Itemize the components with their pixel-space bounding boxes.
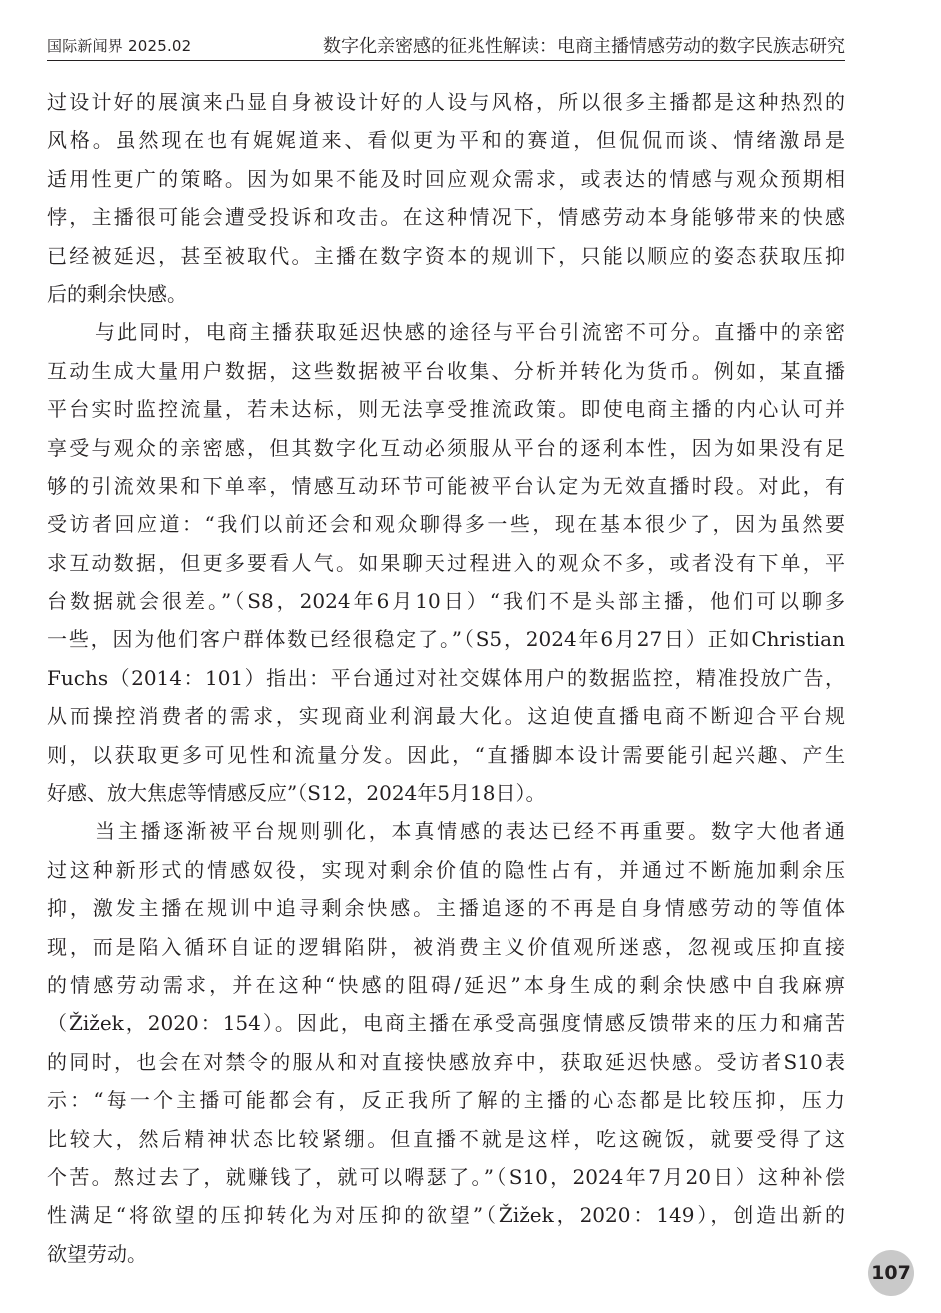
text-line: 悖，主播很可能会遭受投诉和攻击。在这种情况下，情感劳动本身能够带来的快感 (47, 205, 845, 230)
text-line: 与此同时，电商主播获取延迟快感的途径与平台引流密不可分。直播中的亲密 (95, 320, 845, 345)
text-line: （Žižek，2020：154）。因此，电商主播在承受高强度情感反馈带来的压力和痛苦 (47, 1011, 845, 1036)
text-line: 个苦。熬过去了，就赚钱了，就可以嘚瑟了。”（S10，2024年7月20日）这种补偿 (47, 1164, 845, 1189)
text-line: 现，而是陷入循环自证的逻辑陷阱，被消费主义价值观所迷惑，忽视或压抑直接 (47, 934, 845, 959)
text-line: 后的剩余快感。 (47, 281, 187, 306)
text-line: 一些，因为他们客户群体数已经很稳定了。”（S5，2024年6月27日）正如Christian (47, 627, 845, 652)
article-body (47, 83, 845, 1273)
text-line: 性满足“将欲望的压抑转化为对压抑的欲望”（Žižek，2020：149），创造出新的 (47, 1203, 845, 1228)
text-line: 受访者回应道：“我们以前还会和观众聊得多一些，现在基本很少了，因为虽然要 (47, 512, 845, 537)
paragraph-2 (47, 313, 845, 812)
text-line: 当主播逐渐被平台规则驯化，本真情感的表达已经不再重要。数字大他者通 (95, 819, 845, 844)
journal-name: 国际新闻界 2025.02 (47, 37, 192, 55)
text-line: 平台实时监控流量，若未达标，则无法享受推流政策。即使电商主播的内心认可并 (47, 397, 845, 422)
text-line: 示：“每一个主播可能都会有，反正我所了解的主播的心态都是比较压抑，压力 (47, 1088, 845, 1113)
text-line: 台数据就会很差。”（S8，2024年6月10日）“我们不是头部主播，他们可以聊多 (47, 589, 845, 614)
running-header (47, 30, 845, 61)
text-line: 享受与观众的亲密感，但其数字化互动必须服从平台的逐利本性，因为如果没有足 (47, 435, 845, 460)
text-line: 的同时，也会在对禁令的服从和对直接快感放弃中，获取延迟快感。受访者S10表 (47, 1049, 845, 1074)
paragraph-1 (47, 83, 845, 313)
text-line: 风格。虽然现在也有娓娓道来、看似更为平和的赛道，但侃侃而谈、情绪激昂是 (47, 128, 845, 153)
text-line: 已经被延迟，甚至被取代。主播在数字资本的规训下，只能以顺应的姿态获取压抑 (47, 243, 845, 268)
text-line: Fuchs（2014：101）指出：平台通过对社交媒体用户的数据监控，精准投放广告， (47, 665, 845, 690)
text-line: 好感、放大焦虑等情感反应”（S12，2024年5月18日）。 (47, 781, 546, 806)
text-line: 则，以获取更多可见性和流量分发。因此，“直播脚本设计需要能引起兴趣、产生 (47, 742, 845, 767)
text-line: 抑，激发主播在规训中追寻剩余快感。主播追逐的不再是自身情感劳动的等值体 (47, 896, 845, 921)
text-line: 比较大，然后精神状态比较紧绷。但直播不就是这样，吃这碗饭，就要受得了这 (47, 1126, 845, 1151)
text-line: 够的引流效果和下单率，情感互动环节可能被平台认定为无效直播时段。对此，有 (47, 473, 845, 498)
paragraph-3 (47, 812, 845, 1273)
text-line: 的情感劳动需求，并在这种“快感的阻碍/延迟”本身生成的剩余快感中自我麻痹 (47, 972, 845, 997)
page-number-badge: 107 (868, 1250, 914, 1296)
text-line: 适用性更广的策略。因为如果不能及时回应观众需求，或表达的情感与观众预期相 (47, 166, 845, 191)
text-line: 过这种新形式的情感奴役，实现对剩余价值的隐性占有，并通过不断施加剩余压 (47, 857, 845, 882)
text-line: 互动生成大量用户数据，这些数据被平台收集、分析并转化为货币。例如，某直播 (47, 358, 845, 383)
running-title: 数字化亲密感的征兆性解读：电商主播情感劳动的数字民族志研究 (323, 36, 845, 57)
text-line: 求互动数据，但更多要看人气。如果聊天过程进入的观众不多，或者没有下单，平 (47, 550, 845, 575)
text-line: 从而操控消费者的需求，实现商业利润最大化。这迫使直播电商不断迎合平台规 (47, 704, 845, 729)
text-line: 过设计好的展演来凸显自身被设计好的人设与风格，所以很多主播都是这种热烈的 (47, 90, 845, 114)
text-line: 欲望劳动。 (47, 1241, 147, 1266)
